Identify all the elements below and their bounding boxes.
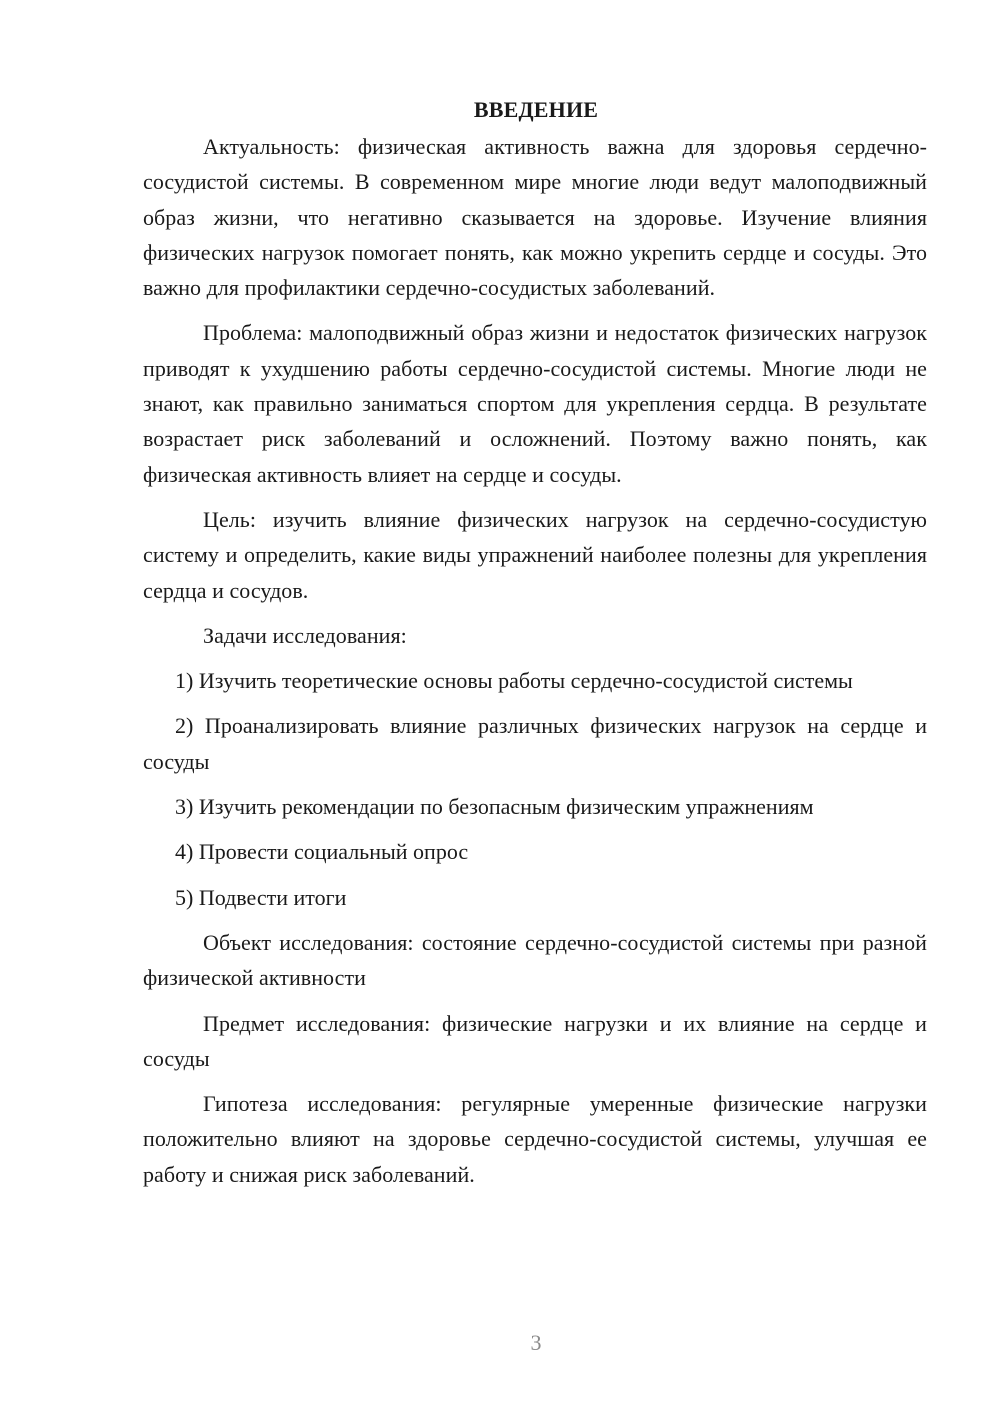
relevance-paragraph: Актуальность: физическая активность важна для здоровья сердечно-сосудистой системы. В современном мире многие люди ведут малоподвижный образ жизни, что негативно сказывается на здоровье. Изучение влияния физических нагрузок помогает понять, как можно укрепить сердце и сосуды. Это важно для профилактики сердечно-сосудистых заболеваний. [143,134,927,301]
tasks-label: Задачи исследования: [203,622,407,648]
task-item: 1) Изучить теоретические основы работы сердечно-сосудистой системы [175,668,853,694]
section-heading: ВВЕДЕНИЕ [473,97,599,122]
object-paragraph: Объект исследования: состояние сердечно-сосудистой системы при разной физической активности [143,929,927,991]
task-item: 3) Изучить рекомендации по безопасным физическим упражнениям [175,794,814,820]
task-item: 2) Проанализировать влияние различных физических нагрузок на сердце и сосуды [143,713,927,774]
problem-paragraph: Проблема: малоподвижный образ жизни и недостаток физических нагрузок приводят к ухудшению работы сердечно-сосудистой системы. Многие люди не знают, как правильно заниматься спортом для укрепления сердца. В результате возрастает риск заболеваний и осложнений. Поэтому важно понять, как физическая активность влияет на сердце и сосуды. [143,320,927,487]
document-page [143,92,927,1202]
page-number: 3 [530,1330,542,1355]
tasks-list [143,663,927,915]
goal-paragraph: Цель: изучить влияние физических нагрузок на сердечно-сосудистую систему и определить, какие виды упражнений наиболее полезны для укрепления сердца и сосудов. [143,506,927,603]
subject-paragraph: Предмет исследования: физические нагрузки и их влияние на сердце и сосуды [143,1010,927,1071]
task-item: 5) Подвести итоги [175,884,347,910]
task-item: 4) Провести социальный опрос [175,839,469,865]
hypothesis-paragraph: Гипотеза исследования: регулярные умеренные физические нагрузки положительно влияют на здоровье сердечно-сосудистой системы, улучшая ее работу и снижая риск заболеваний. [143,1091,927,1187]
